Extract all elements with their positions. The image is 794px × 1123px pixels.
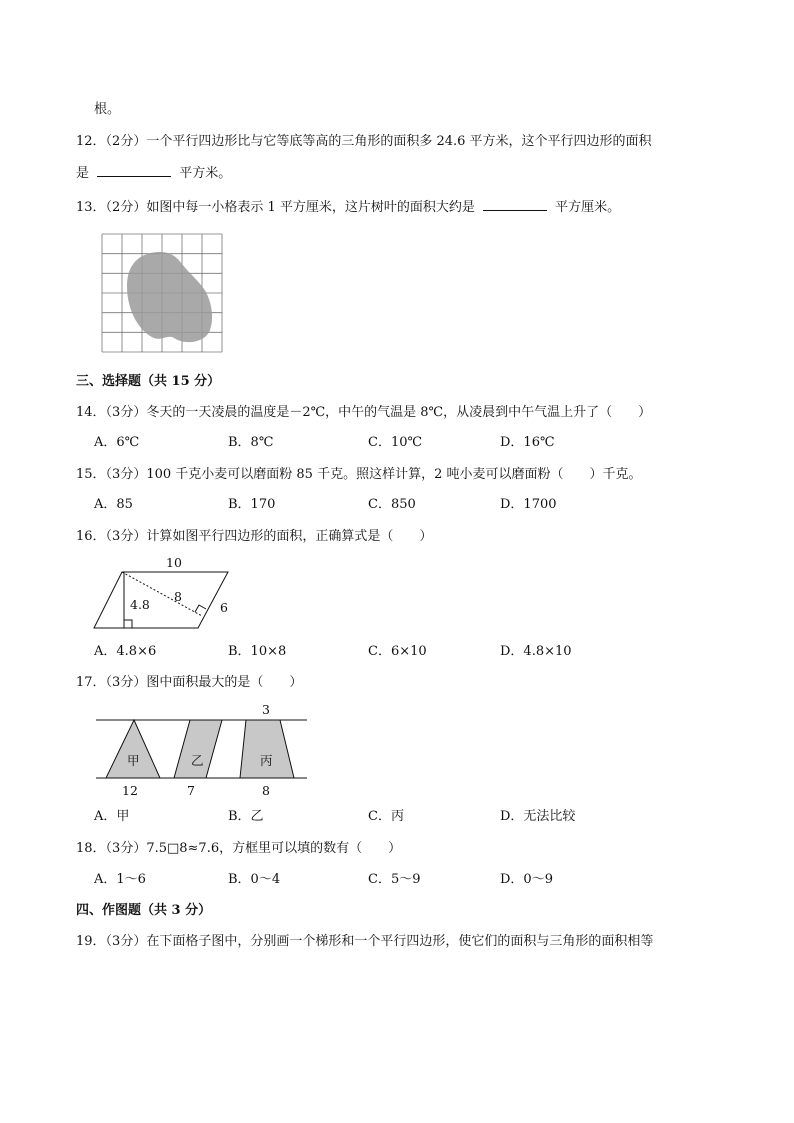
label-bing: 丙 xyxy=(260,753,273,768)
q15-option-d[interactable]: D．1700 xyxy=(500,497,557,512)
q12-post: 平方米。 xyxy=(179,166,232,181)
label-jia: 甲 xyxy=(127,753,140,768)
label-bottom-7: 7 xyxy=(187,783,195,798)
label-side: 6 xyxy=(220,600,228,615)
q17-option-b[interactable]: B．乙 xyxy=(228,809,264,824)
q18-stem: 18．（3分）7.5□8≈7.6，方框里可以填的数有（ ） xyxy=(76,841,402,856)
q15-option-b[interactable]: B．170 xyxy=(228,497,276,512)
label-diag: 8 xyxy=(174,589,182,604)
q16-option-c[interactable]: C．6×10 xyxy=(368,644,427,659)
q14-option-d[interactable]: D．16℃ xyxy=(500,435,555,450)
q16-stem: 16．（3分）计算如图平行四边形的面积，正确算式是（ ） xyxy=(76,529,433,544)
shapes-figure xyxy=(94,702,309,800)
q17-option-a[interactable]: A．甲 xyxy=(94,809,130,824)
q14-stem: 14．（3分）冬天的一天凌晨的温度是－2℃，中午的气温是 8℃，从凌晨到中午气温上升了（ ） xyxy=(76,405,652,420)
q16-option-a[interactable]: A．4.8×6 xyxy=(94,644,157,659)
q18-option-a[interactable]: A．1～6 xyxy=(94,872,146,887)
q19-stem: 19．（3分）在下面格子图中，分别画一个梯形和一个平行四边形，使它们的面积与三角形的面积相等 xyxy=(76,934,654,949)
q13-answer-blank[interactable] xyxy=(483,197,547,211)
q14-option-c[interactable]: C．10℃ xyxy=(368,435,423,450)
q12-stem: 12．（2分）一个平行四边形比与它等底等高的三角形的面积多 24.6 平方米，这个平行四边形的面积 xyxy=(76,134,652,149)
shape-bing-trapezoid xyxy=(240,720,294,778)
q14-option-a[interactable]: A．6℃ xyxy=(94,435,140,450)
q17-option-d[interactable]: D．无法比较 xyxy=(500,809,576,824)
q13-line xyxy=(76,197,620,217)
q15-stem: 15．（3分）100 千克小麦可以磨面粉 85 千克。照这样计算，2 吨小麦可以磨面粉（ ）千克。 xyxy=(76,467,642,482)
right-angle-mark-2 xyxy=(195,605,206,612)
label-bottom-8: 8 xyxy=(262,783,270,798)
shape-jia-triangle xyxy=(106,720,160,778)
q12-pre: 是 xyxy=(76,166,90,181)
q15-option-a[interactable]: A．85 xyxy=(94,497,133,512)
q11-tail: 根。 xyxy=(94,102,121,117)
q16-option-b[interactable]: B．10×8 xyxy=(228,644,287,659)
q15-option-c[interactable]: C．850 xyxy=(368,497,416,512)
q12-answer-blank[interactable] xyxy=(97,163,171,177)
leaf-shape xyxy=(127,252,212,342)
leaf-grid-figure xyxy=(102,234,224,354)
q18-option-c[interactable]: C．5～9 xyxy=(368,872,421,887)
label-yi: 乙 xyxy=(191,753,204,768)
right-angle-mark-1 xyxy=(124,620,132,628)
q14-option-b[interactable]: B．8℃ xyxy=(228,435,274,450)
q18-option-d[interactable]: D．0～9 xyxy=(500,872,553,887)
q16-option-d[interactable]: D．4.8×10 xyxy=(500,644,572,659)
section-3-heading: 三、选择题（共 15 分） xyxy=(76,374,221,389)
parallelogram xyxy=(94,572,228,628)
q13-post: 平方厘米。 xyxy=(555,200,621,215)
parallelogram-figure xyxy=(92,556,237,632)
label-height: 4.8 xyxy=(130,597,150,612)
q12-line2 xyxy=(76,163,231,183)
label-top: 10 xyxy=(166,555,182,570)
q13-stem: 13．（2分）如图中每一小格表示 1 平方厘米，这片树叶的面积大约是 xyxy=(76,200,475,215)
q18-option-b[interactable]: B．0～4 xyxy=(228,872,281,887)
shape-yi-parallelogram xyxy=(174,720,222,778)
q17-option-c[interactable]: C．丙 xyxy=(368,809,404,824)
section-4-heading: 四、作图题（共 3 分） xyxy=(76,903,212,918)
label-top-3: 3 xyxy=(262,702,270,717)
q17-stem: 17．（3分）图中面积最大的是（ ） xyxy=(76,675,303,690)
label-bottom-12: 12 xyxy=(122,783,138,798)
